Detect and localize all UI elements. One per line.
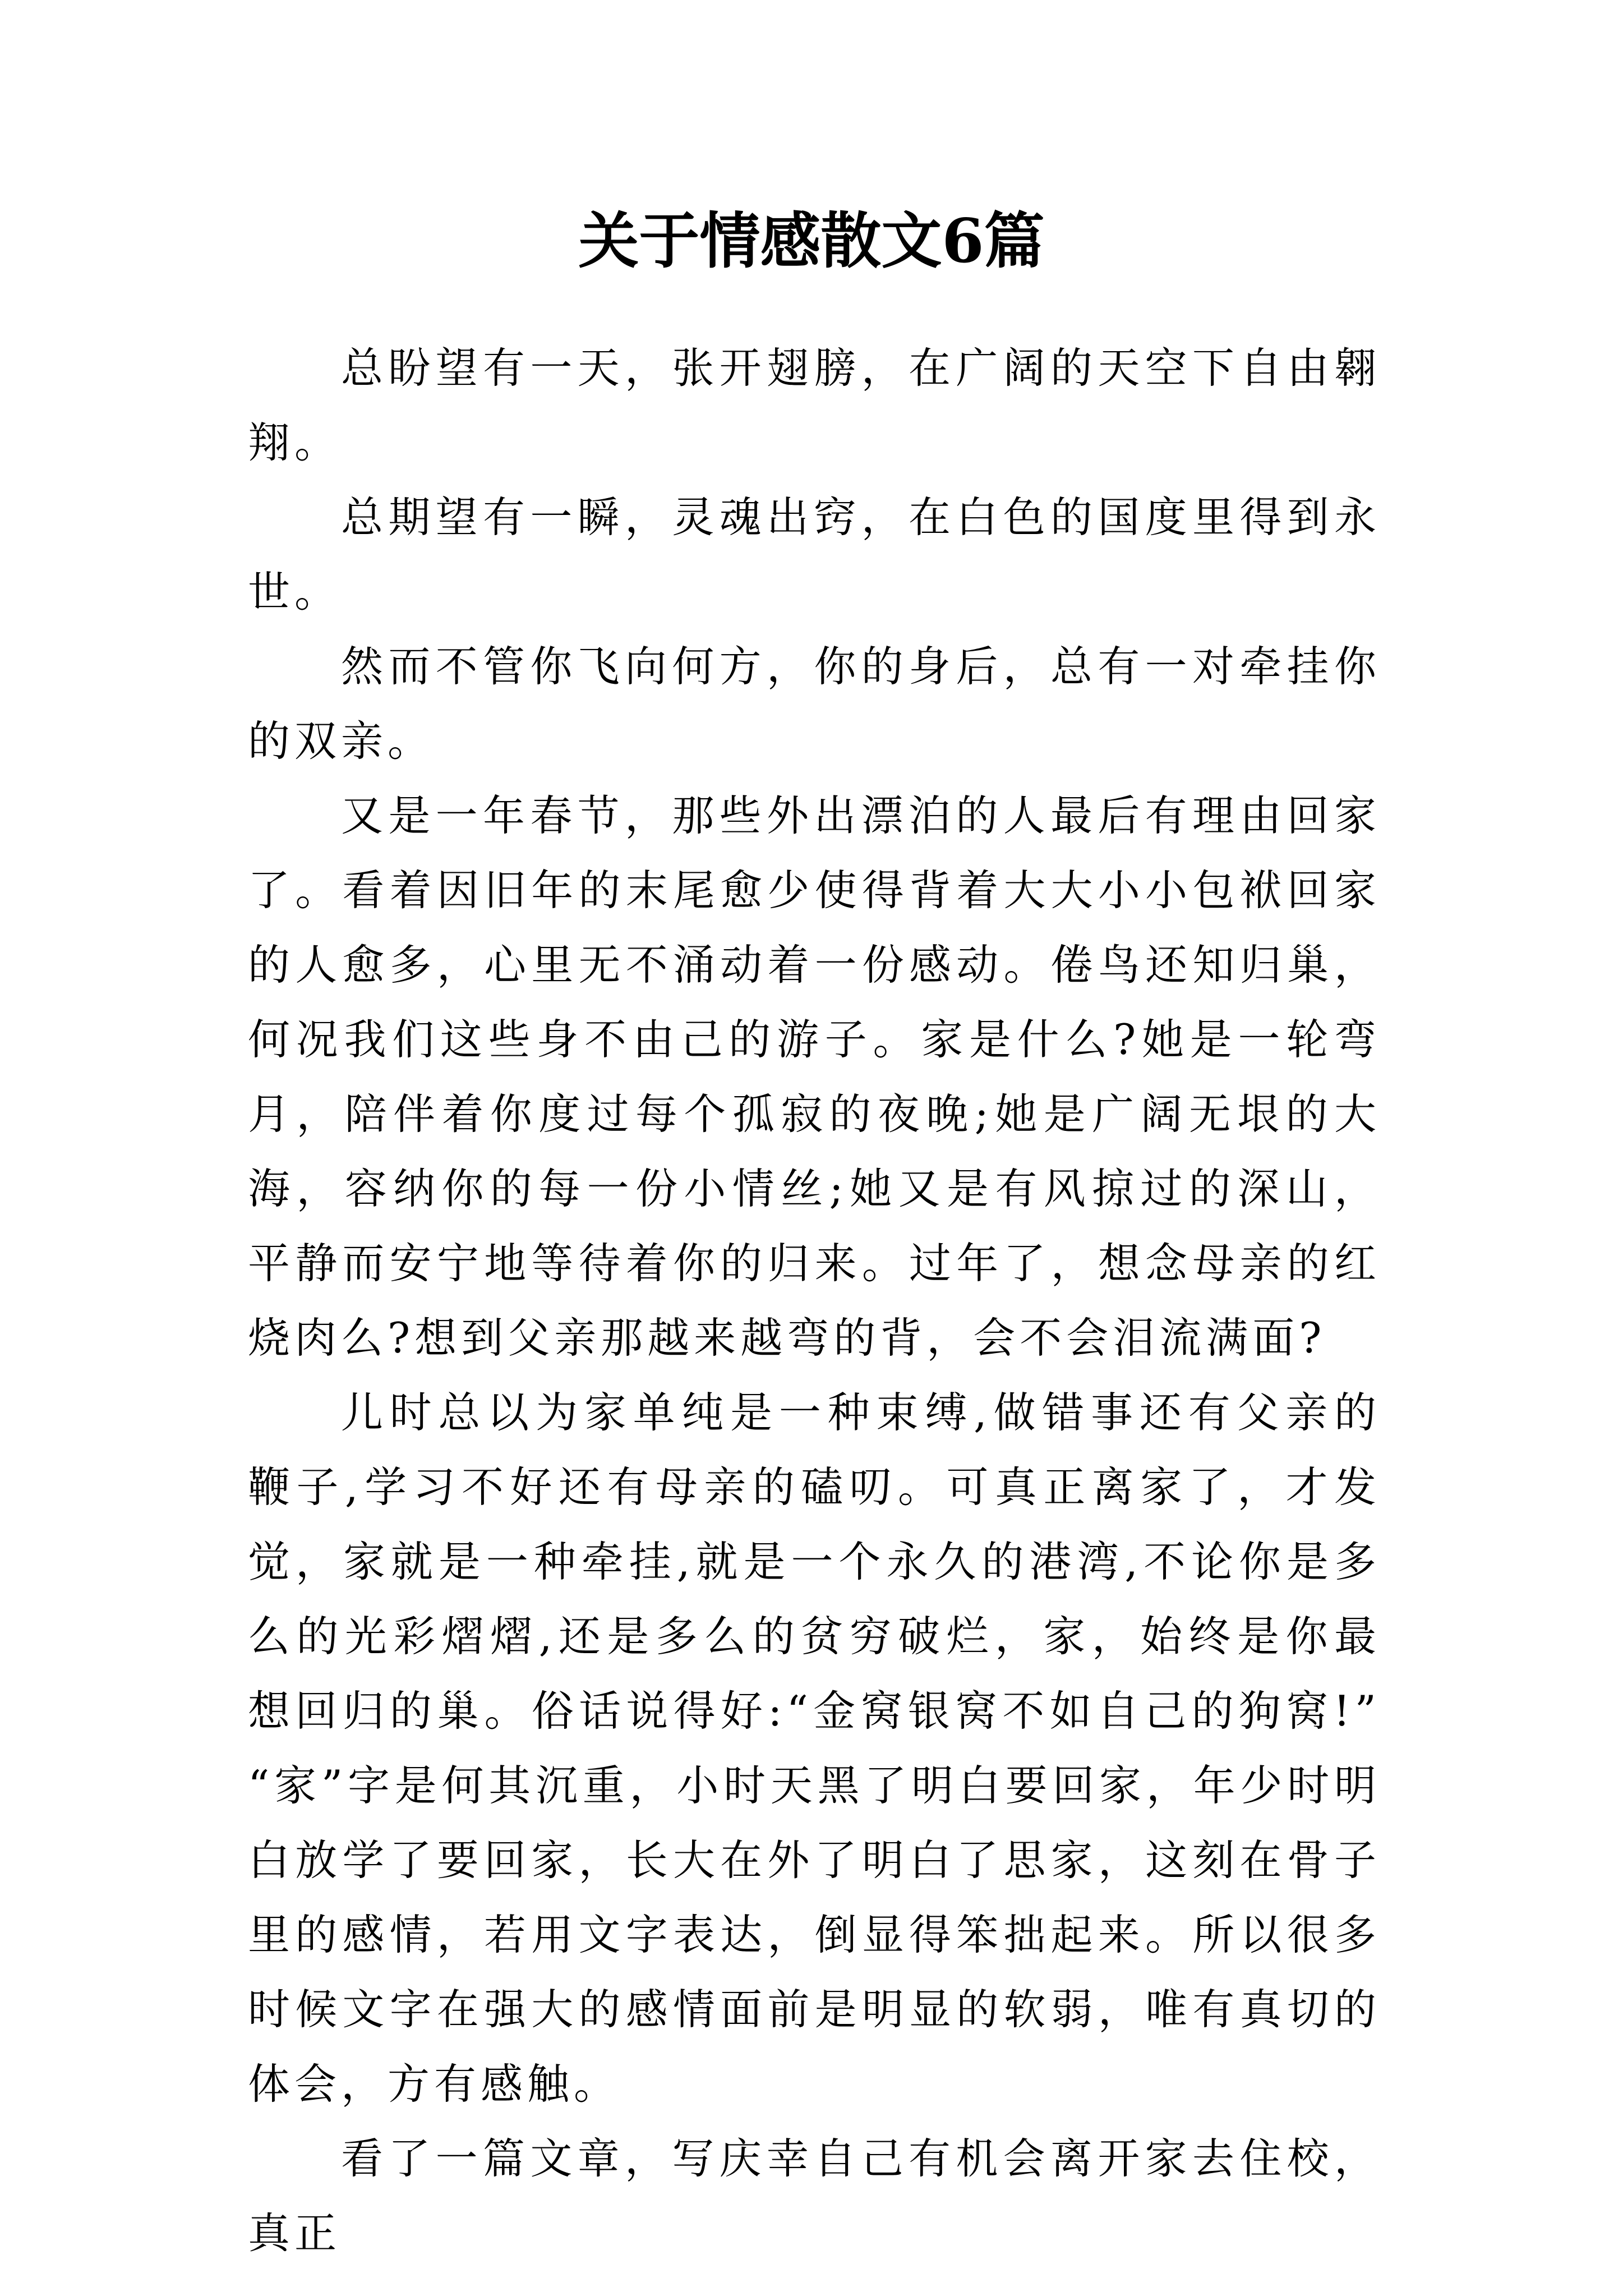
paragraph: 儿时总以为家单纯是一种束缚,做错事还有父亲的鞭子,学习不好还有母亲的磕叨。可真正离家了，才发觉，家就是一种牵挂,就是一个永久的港湾,不论你是多么的光彩熠熠,还是多么的贫穷破烂，家，始终是你最想回归的巢。俗话说得好:“金窝银窝不如自己的狗窝!”“家”字是何其沉重，小时天黑了明白要回家，年少时明白放学了要回家，长大在外了明白了思家，这刻在骨子里的感情，若用文字表达，倒显得笨拙起来。所以很多时候文字在强大的感情面前是明显的软弱，唯有真切的体会，方有感触。 [248,1388,1381,2109]
paragraph: 然而不管你飞向何方，你的身后，总有一对牵挂你的双亲。 [248,642,1381,766]
paragraph: 总盼望有一天，张开翅膀，在广阔的天空下自由翱翔。 [248,343,1381,467]
document-title: 关于情感散文6篇 [578,206,1045,277]
paragraph: 看了一篇文章，写庆幸自己有机会离开家去住校，真正 [248,2134,1381,2258]
paragraph: 总期望有一瞬，灵魂出窍，在白色的国度里得到永世。 [248,493,1381,616]
paragraph: 又是一年春节，那些外出漂泊的人最后有理由回家了。看着因旧年的末尾愈少使得背着大大小小包袱回家的人愈多，心里无不涌动着一份感动。倦鸟还知归巢，何况我们这些身不由己的游子。家是什么?她是一轮弯月，陪伴着你度过每个孤寂的夜晚;她是广阔无垠的大海，容纳你的每一份小情丝;她又是有风掠过的深山，平静而安宁地等待着你的归来。过年了，想念母亲的红烧肉么?想到父亲那越来越弯的背，会不会泪流满面? [248,791,1381,1363]
document-body [248,331,1381,2271]
